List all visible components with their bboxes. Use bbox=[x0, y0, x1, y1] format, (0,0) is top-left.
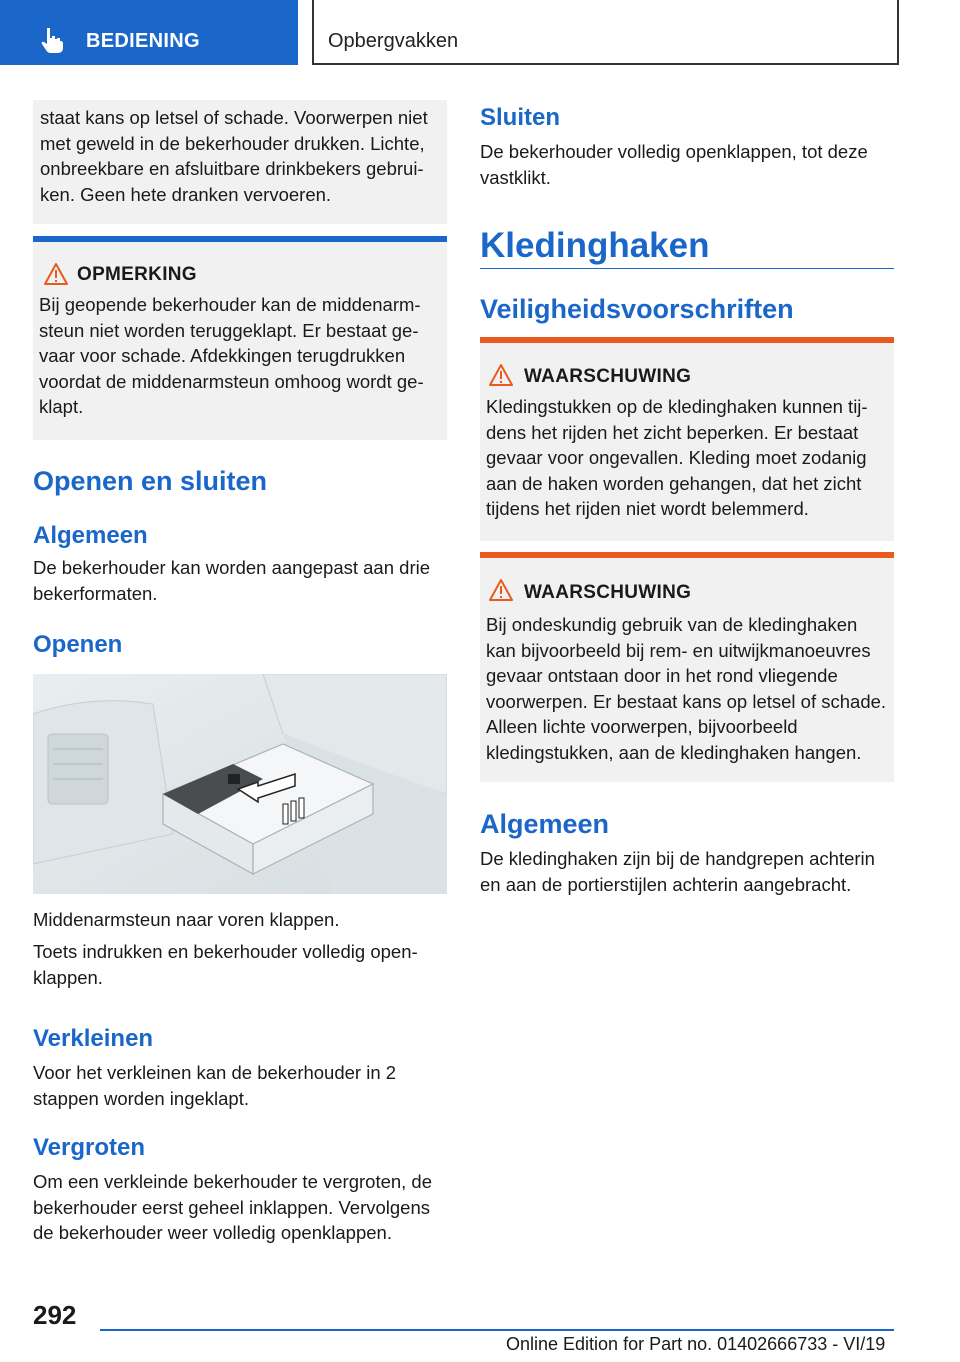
note-text: Bij geopende bekerhouder kan de middenarm‐steun niet worden teruggeklapt. Er bestaat ge‐vaar voor schade. Afdekkingen terugdrukken voordat de middenarmsteun omhoog wordt ge‐klapt. bbox=[39, 294, 424, 417]
warning1-title: WAARSCHUWING bbox=[524, 366, 692, 387]
header-subsection bbox=[312, 0, 899, 65]
warning-triangle-icon bbox=[488, 363, 514, 387]
warning1-box bbox=[480, 343, 894, 541]
shrink-text: Voor het verkleinen kan de bekerhouder in 2 stappen worden ingeklapt. bbox=[33, 1062, 397, 1109]
note-title: OPMERKING bbox=[77, 264, 197, 285]
warning-triangle-icon bbox=[488, 578, 514, 602]
step1-text: Middenarmsteun naar voren klappen. bbox=[33, 909, 340, 930]
enlarge-text: Om een verkleinde bekerhouder te vergroten, de bekerhouder eerst geheel inklappen. Vervolgens de bekerhouder weer volledig openklappen. bbox=[33, 1171, 433, 1243]
header-section-title: BEDIENING bbox=[86, 30, 200, 52]
warning1-text: Kledingstukken op de kledinghaken kunnen tij‐dens het rijden het zicht beperken. Er bestaat gevaar voor ongevallen. Kleding moet zodanig aan de haken worden gehangen, dat het zicht tijdens het rijden niet wordt belemmerd. bbox=[486, 396, 868, 519]
armrest-illustration bbox=[33, 674, 447, 894]
page-number: 292 bbox=[33, 1300, 77, 1330]
armrest-drawing bbox=[33, 674, 447, 894]
hand-pointer-icon bbox=[38, 26, 66, 54]
close-text: De bekerhouder volledig openklappen, tot deze vastklikt. bbox=[480, 141, 868, 188]
warning2-box bbox=[480, 558, 894, 782]
heading-close: Sluiten bbox=[480, 104, 561, 131]
warning2-text: Bij ondeskundig gebruik van de kledinghaken kan bijvoorbeeld bij rem- en uitwijkmanoeuvres gevaar ontstaan door in het rond vliegende voorwerpen. Er bestaat kans op letsel of schade. Alleen lichte voorwerpen, bijvoorbeeld kledingstukken, aan de kledinghaken hangen. bbox=[486, 614, 887, 763]
heading-open: Openen bbox=[33, 631, 123, 658]
heading-hooks-rule bbox=[480, 268, 894, 269]
heading-general-hooks: Algemeen bbox=[480, 809, 610, 839]
continued-warning-box bbox=[33, 100, 447, 224]
continued-warning-text: staat kans op letsel of schade. Voorwerpen niet met geweld in de bekerhouder drukken. Lichte, onbreekbare en afsluitbare drinkbekers gebrui‐ken. Geen hete dranken vervoeren. bbox=[40, 107, 428, 205]
heading-general: Algemeen bbox=[33, 522, 148, 549]
heading-enlarge: Vergroten bbox=[33, 1134, 146, 1161]
heading-hooks: Kledinghaken bbox=[480, 226, 710, 265]
header-section-tab bbox=[0, 0, 298, 65]
note-box bbox=[33, 242, 447, 440]
heading-open-close: Openen en sluiten bbox=[33, 466, 268, 496]
general-text: De bekerhouder kan worden aangepast aan drie bekerformaten. bbox=[33, 557, 431, 604]
header-subsection-title: Opbergvakken bbox=[328, 30, 459, 52]
general-hooks-text: De kledinghaken zijn bij de handgrepen achterin en aan de portierstijlen achterin aangebracht. bbox=[480, 848, 875, 895]
heading-shrink: Verkleinen bbox=[33, 1025, 154, 1052]
heading-safety: Veiligheidsvoorschriften bbox=[480, 294, 794, 324]
step2-text: Toets indrukken en bekerhouder volledig open‐klappen. bbox=[33, 941, 418, 988]
edition-text: Online Edition for Part no. 01402666733 - VI/19 bbox=[506, 1334, 886, 1354]
warning2-title: WAARSCHUWING bbox=[524, 582, 692, 603]
footer-rule bbox=[100, 1329, 894, 1331]
warning-triangle-icon bbox=[43, 262, 69, 286]
